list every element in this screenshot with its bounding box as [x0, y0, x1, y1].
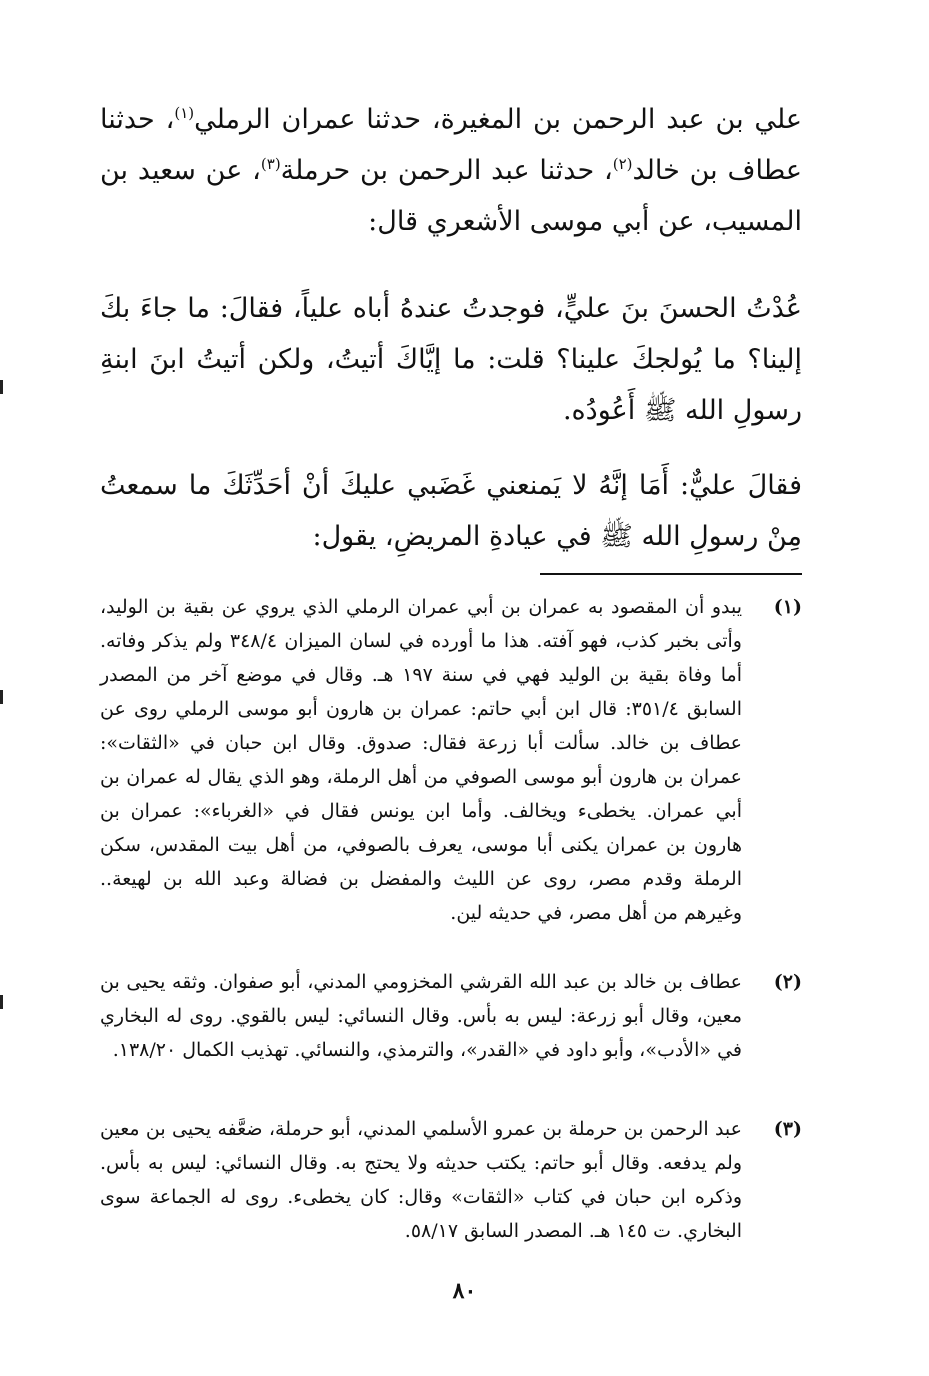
footnote-text-2: عطاف بن خالد بن عبد الله القرشي المخزومي المدني، أبو صفوان. وثقه يحيى بن معين، وقال أبو زرعة: ليس به بأس. وقال النسائي: ليس بالقوي. روى له البخاري في «الأدب»، وأبو داود في «القدر»، والترمذي، والنسائي. تهذيب الكمال ١٣٨/٢٠. [100, 971, 742, 1061]
isnad-part-4: ، عن سعيد بن المسيب، عن أبي موسى الأشعري قال: [100, 155, 802, 237]
narration-paragraph-1 [100, 283, 802, 436]
footnote-number-2: (٢) [773, 971, 802, 993]
isnad-paragraph [100, 94, 802, 247]
narration-text-1: عُدْتُ الحسنَ بنَ عليٍّ، فوجدتُ عندهُ أباه علياً، فقالَ: ما جاءَ بكَ إلينا؟ ما يُولجكَ علينا؟ قلت: ما إيَّاكَ أتيتُ، ولكن أتيتُ ابنَ ابنةِ رسولِ الله ﷺ أَعُودُه. [100, 293, 802, 426]
isnad-part-3: ، حدثنا عبد الرحمن بن حرملة [280, 155, 613, 186]
footnote-number-3: (٣) [773, 1118, 802, 1140]
footnote-2 [100, 965, 802, 1067]
footnote-ref-2: (٢) [612, 155, 633, 173]
isnad-text [100, 94, 802, 247]
footnote-separator [540, 573, 802, 575]
scan-margin-mark [0, 995, 3, 1009]
footnote-ref-1: (١) [174, 104, 195, 122]
narration-paragraph-2 [100, 460, 802, 562]
footnote-ref-3: (٣) [260, 155, 281, 173]
footnote-number-1: (١) [773, 596, 802, 618]
scan-margin-mark [0, 690, 3, 704]
footnote-1 [100, 590, 802, 930]
isnad-part-1: علي بن عبد الرحمن بن المغيرة، حدثنا عمران الرملي [194, 104, 802, 135]
narration-text-2: فقالَ عليٌّ: أَمَا إنَّهُ لا يَمنعني غَضَبي عليكَ أنْ أحَدِّثَكَ ما سمعتُ مِنْ رسولِ الله ﷺ في عيادةِ المريضِ، يقول: [100, 470, 802, 552]
isnad-part-2: ، حدثنا عطاف بن خالد [100, 104, 802, 186]
scan-margin-mark [0, 380, 3, 394]
footnote-text-3: عبد الرحمن بن حرملة بن عمرو الأسلمي المدني، أبو حرملة، ضعَّفه يحيى بن معين ولم يدفعه. وقال أبو حاتم: يكتب حديثه ولا يحتج به. وقال النسائي: ليس به بأس. وذكره ابن حبان في كتاب «الثقات» وقال: كان يخطىء. روى له الجماعة سوى البخاري. ت ١٤٥ هـ. المصدر السابق ٥٨/١٧. [100, 1118, 742, 1242]
footnote-text-1: يبدو أن المقصود به عمران بن أبي عمران الرملي الذي يروي عن بقية بن الوليد، وأتى بخبر كذب، فهو آفته. هذا ما أورده في لسان الميزان ٣٤٨/٤ ولم يذكر وفاته. أما وفاة بقية بن الوليد فهي في سنة ١٩٧ هـ. وقال في موضع آخر من المصدر السابق ٣٥١/٤: قال ابن أبي حاتم: عمران بن هارون أبو موسى الرملي روى عن عطاف بن خالد. سألت أبا زرعة فقال: صدوق. وقال ابن حبان في «الثقات»: عمران بن هارون أبو موسى الصوفي من أهل الرملة، وهو الذي يقال له عمران بن أبي عمران. يخطىء ويخالف. وأما ابن يونس فقال في «الغرباء»: عمران بن هارون بن عمران يكنى أبا موسى، يعرف بالصوفي، من أهل بيت المقدس، سكن الرملة وقدم مصر، روى عن الليث والمفضل بن فضالة وعبد الله بن لهيعة.. وغيرهم من أهل مصر، في حديثه لين. [100, 596, 742, 924]
footnote-3 [100, 1112, 802, 1248]
page-number: ٨٠ [452, 1278, 477, 1304]
